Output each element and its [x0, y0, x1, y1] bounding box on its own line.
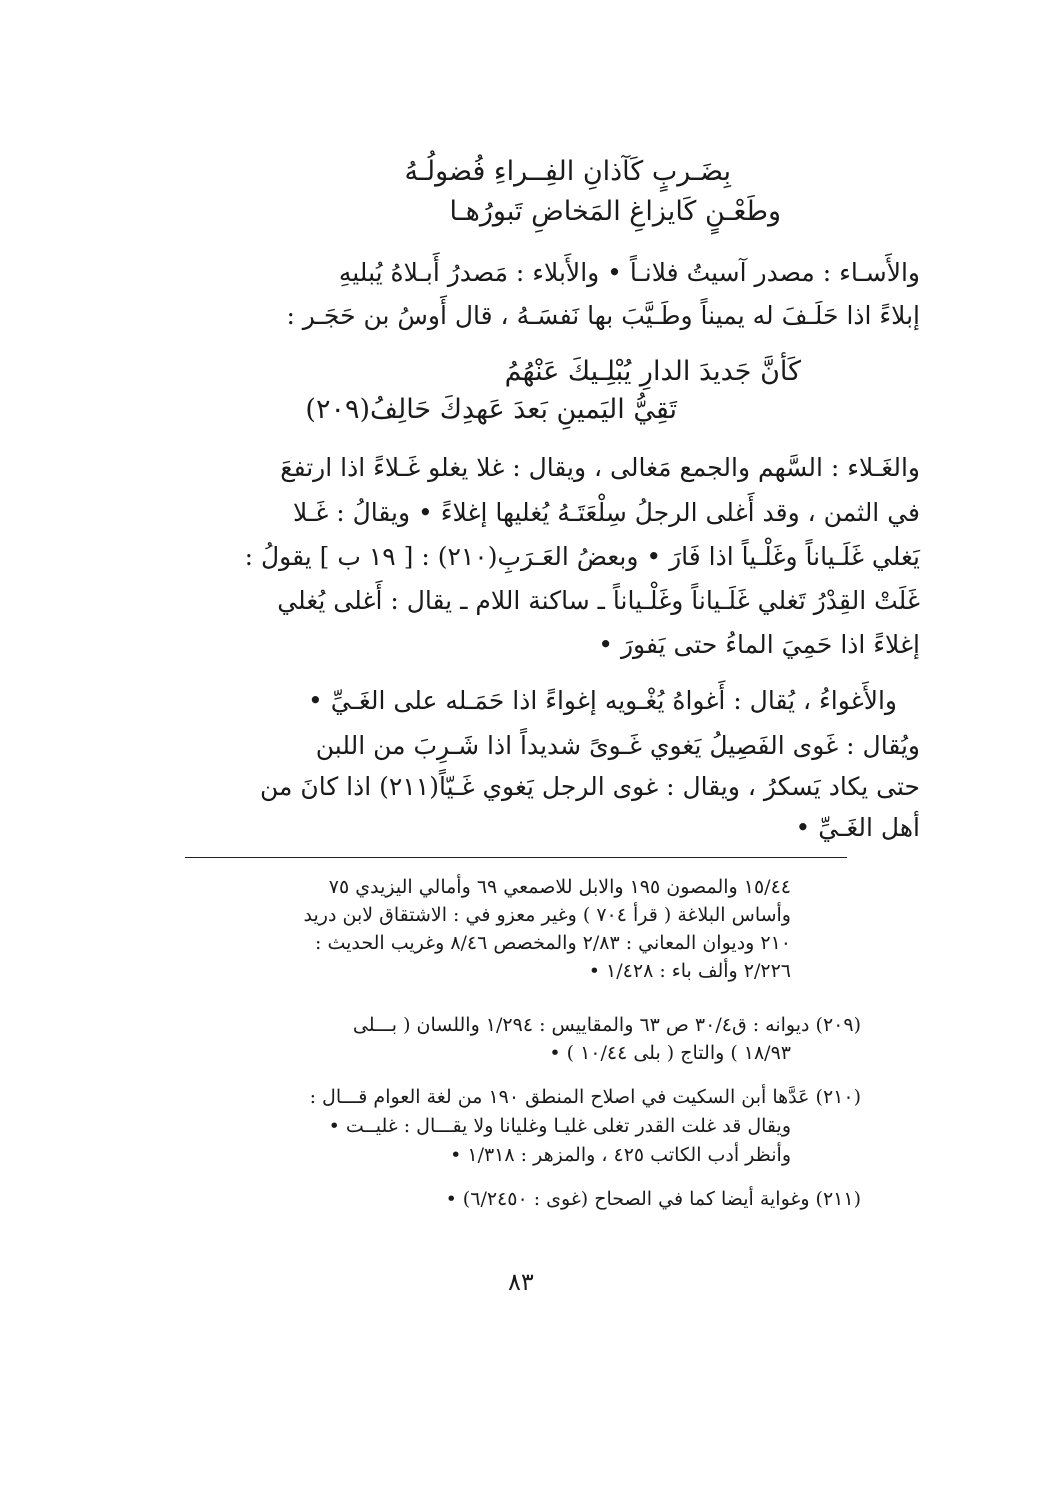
- footnote-line: (٢١٠) عَدَّها أبن السكيت في اصلاح المنطق ١٩٠ من لغة العوام قـــال :: [309, 1086, 861, 1108]
- verse-line: وطَعْـنٍ كَايزاغِ المَخاضِ تَبورُهـا: [449, 196, 781, 227]
- footnote-line: ١٨/٩٣ ) والتاج ( بلى ١٠/٤٤ ) •: [549, 1042, 791, 1064]
- footnote-line: وأساس البلاغة ( قرأ ٧٠٤ ) وغير معزو في : الاشتقاق لابن دريد: [303, 904, 791, 926]
- footnote-line: ٢١٠ وديوان المعاني : ٢/٨٣ والمخصص ٨/٤٦ وغريب الحديث :: [315, 932, 791, 954]
- body-line: والأَغواءُ ، يُقال : أَغواهُ يُغْـويه إغواءً اذا حَمَـله على الغَـيِّ •: [308, 686, 897, 715]
- footnote-divider: [185, 857, 847, 858]
- body-line: يَغلي غَلَـياناً وغَلْـياً اذا فَارَ • وبعضُ العَـرَبِ(٢١٠) : [ ١٩ ب ] يقولُ :: [244, 542, 920, 571]
- footnote-line: ٢/٢٢٦ وألف باء : ١/٤٢٨ •: [588, 960, 791, 982]
- footnote-line: ١٥/٤٤ والمصون ١٩٥ والابل للاصمعي ٦٩ وأمالي اليزيدي ٧٥: [328, 876, 791, 898]
- body-line: والأَسـاء : مصدر آسيتُ فلانـاً • والأَبلاء : مَصدرُ أَبـلاهُ يُبليهِ: [338, 258, 920, 287]
- footnote-line: وأنظر أدب الكاتب ٤٢٥ ، والمزهر : ١/٣١٨ •: [450, 1144, 791, 1166]
- footnote-line: (٢٠٩) ديوانه : ق٣٠/٤ ص ٦٣ والمقاييس : ١/٢٩٤ واللسان ( بـــلى: [352, 1014, 861, 1036]
- body-line: إغلاءً اذا حَمِيَ الماءُ حتى يَفورَ •: [598, 630, 920, 659]
- footnote-line: ويقال قد غلت القدر تغلى غليـا وغليانا ولا يقـــال : غليــت •: [328, 1115, 791, 1137]
- body-line: حتى يكاد يَسكرُ ، ويقال : غوى الرجل يَغوي غَـيّاً(٢١١) اذا كانَ من: [259, 772, 920, 801]
- body-line: أهل الغَـيِّ •: [795, 813, 920, 842]
- footnote-line: (٢١١) وغواية أيضا كما في الصحاح (غوى : ٦/٢٤٥٠) •: [445, 1188, 861, 1210]
- verse-line: بِضَـربٍ كَآذانِ الفِــراءِ فُضولُـهُ: [404, 156, 731, 187]
- page-number: ٨٣: [508, 1268, 534, 1296]
- body-line: غَلَتْ القِدْرُ تَغلي غَلَـياناً وغَلْـياناً ـ ساكنة اللام ـ يقال : أَغلى يُغلي: [277, 586, 920, 615]
- body-line: ويُقال : غَوى الفَصِيلُ يَغوي غَـوىً شديداً اذا شَـرِبَ من اللبن: [315, 731, 920, 760]
- body-line: في الثمن ، وقد أَغلى الرجلُ سِلْعَتَـهُ يُغليها إغلاءً • ويقالُ : غَـلا: [292, 498, 920, 527]
- body-line: إبلاءً اذا حَلَـفَ له يميناً وطَـيَّبَ بها نَفسَـهُ ، قال أَوسُ بن حَجَـر :: [286, 301, 920, 330]
- body-line: والغَـلاء : السَّهم والجمع مَغالى ، ويقال : غلا يغلو غَـلاءً اذا ارتفعَ: [280, 453, 920, 482]
- verse-line: تَقِيُّ اليَمينِ بَعدَ عَهدِكَ حَالِفُ(٢٠٩): [305, 394, 677, 425]
- verse-line: كَأنَّ جَديدَ الدارِ يُبْلِـيكَ عَنْهُمُ: [504, 356, 801, 387]
